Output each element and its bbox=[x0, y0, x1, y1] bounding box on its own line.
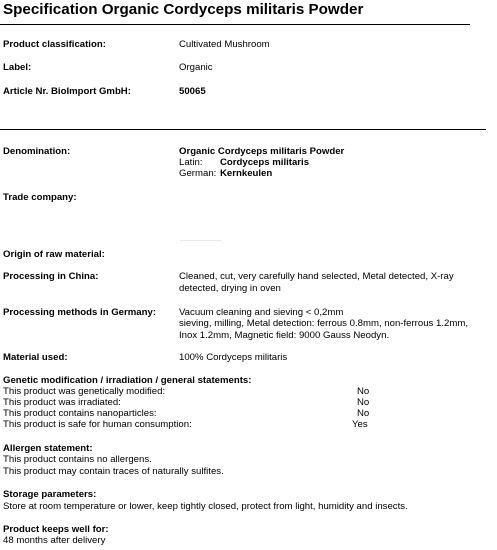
section-divider bbox=[0, 129, 486, 130]
product-classification-value: Cultivated Mushroom bbox=[179, 39, 270, 50]
article-number-value: 50065 bbox=[179, 86, 206, 97]
safe-consumption-answer: Yes bbox=[352, 419, 368, 430]
processing-germany-label: Processing methods in Germany: bbox=[3, 307, 157, 318]
shelf-life-text: 48 months after delivery bbox=[3, 535, 106, 546]
storage-heading: Storage parameters: bbox=[3, 489, 97, 500]
material-used-value: 100% Cordyceps militaris bbox=[179, 352, 288, 363]
denomination-label: Denomination: bbox=[3, 146, 71, 157]
label-field-value: Organic bbox=[179, 62, 213, 73]
genetic-answer: No bbox=[357, 386, 370, 397]
nanoparticles-statement: This product contains nanoparticles: bbox=[3, 408, 157, 419]
processing-china-label: Processing in China: bbox=[3, 271, 99, 282]
german-value: Kernkeulen bbox=[220, 168, 273, 179]
storage-text: Store at room temperature or lower, keep tightly closed, protect from light, humidity and insects. bbox=[3, 501, 408, 512]
material-used-label: Material used: bbox=[3, 352, 68, 363]
allergen-line-2: This product may contain traces of naturally sulfites. bbox=[3, 466, 224, 477]
processing-china-line-1: Cleaned, cut, very carefully hand selected, Metal detected, X-ray bbox=[179, 271, 454, 282]
latin-value: Cordyceps militaris bbox=[220, 157, 310, 168]
nanoparticles-answer: No bbox=[357, 408, 370, 419]
irradiated-answer: No bbox=[357, 397, 370, 408]
allergen-heading: Allergen statement: bbox=[3, 443, 93, 454]
genetic-heading: Genetic modification / irradiation / general statements: bbox=[3, 375, 252, 386]
denomination-name: Organic Cordyceps militaris Powder bbox=[179, 146, 345, 157]
german-label: German: bbox=[179, 168, 217, 179]
genetic-statement: This product was genetically modified: bbox=[3, 386, 166, 397]
label-field-label: Label: bbox=[3, 62, 32, 73]
processing-germany-line-2: sieving, milling, Metal detection: ferrous 0.8mm, non-ferrous 1.2mm, bbox=[179, 318, 468, 329]
shelf-life-heading: Product keeps well for: bbox=[3, 524, 109, 535]
title-divider bbox=[0, 24, 470, 25]
latin-label: Latin: bbox=[179, 157, 203, 168]
processing-germany-line-1: Vacuum cleaning and sieving < 0,2mm bbox=[179, 307, 344, 318]
safe-consumption-statement: This product is safe for human consumption: bbox=[3, 419, 192, 430]
page-title: Specification Organic Cordyceps militaris Powder bbox=[3, 1, 364, 18]
allergen-line-1: This product contains no allergens. bbox=[3, 454, 152, 465]
processing-china-line-2: detected, drying in oven bbox=[179, 283, 281, 294]
product-classification-label: Product classification: bbox=[3, 39, 106, 50]
irradiated-statement: This product was irradiated: bbox=[3, 397, 121, 408]
trade-company-label: Trade company: bbox=[3, 192, 77, 203]
faint-line bbox=[180, 240, 222, 241]
article-number-label: Article Nr. BioImport GmbH: bbox=[3, 86, 131, 97]
processing-germany-line-3: Inox 1.2mm, Magnetic field: 9000 Gauss Neodyn. bbox=[179, 330, 390, 341]
origin-label: Origin of raw material: bbox=[3, 249, 105, 260]
